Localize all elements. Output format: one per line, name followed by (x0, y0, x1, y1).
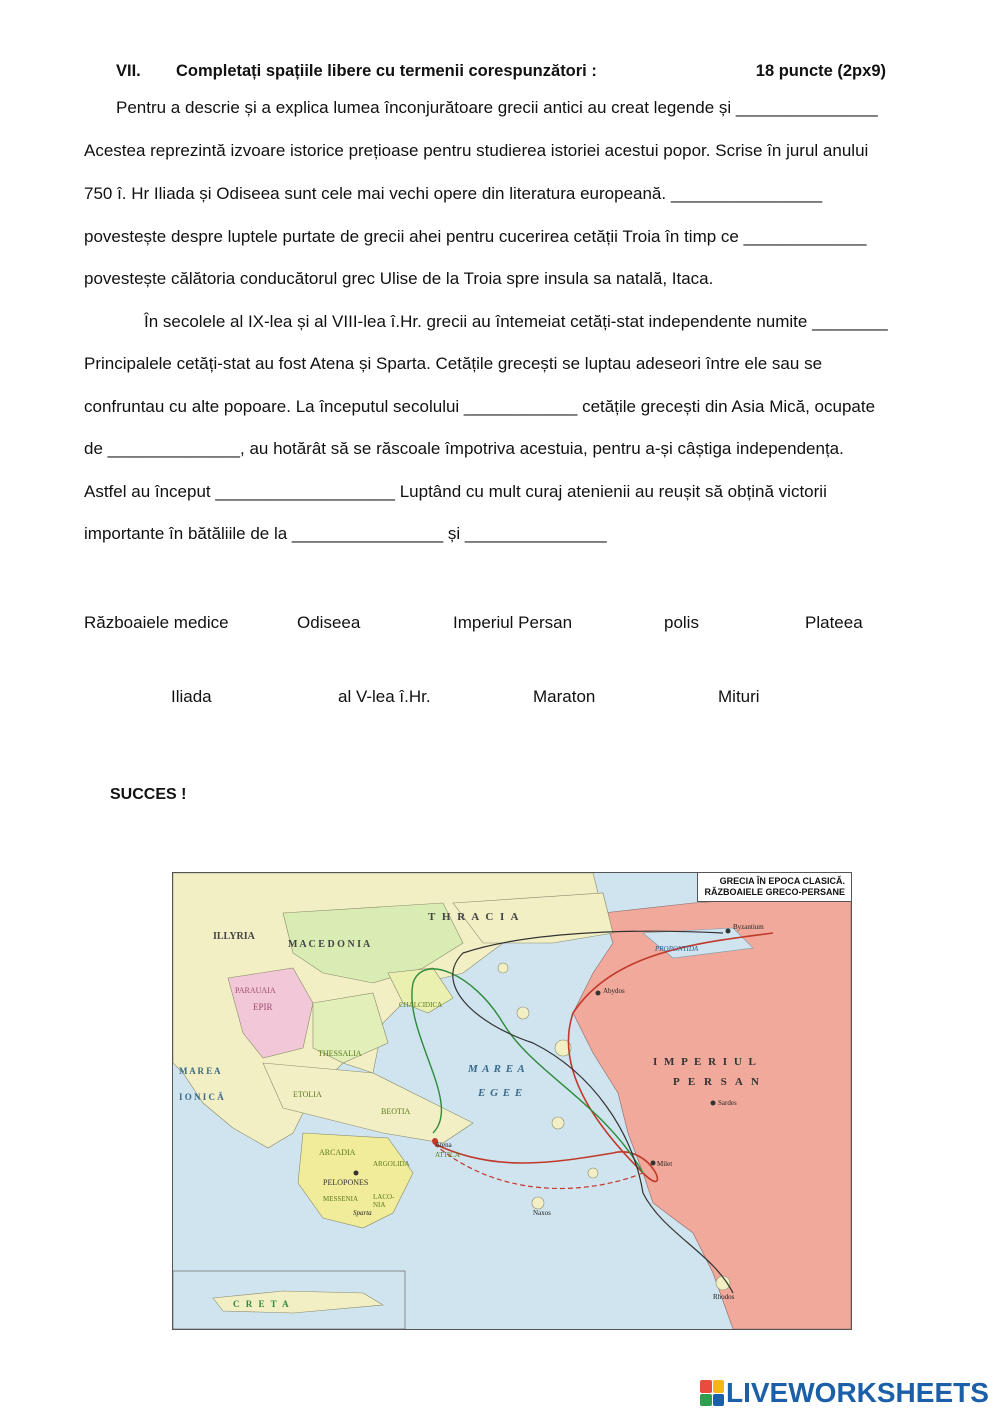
map-legend-line2: RĂZBOAIELE GRECO-PERSANE (704, 887, 845, 897)
closing-text: SUCCES ! (110, 786, 187, 803)
paragraph2-line2: Principalele cetăți-stat au fost Atena și Sparta. Cetățile grecești se luptau adeseori între ele sau se (84, 354, 823, 373)
map-label-illyria: ILLYRIA (213, 931, 255, 942)
map-label-macedonia: M A C E D O N I A (288, 939, 371, 950)
map-legend-line1: GRECIA ÎN EPOCA CLASICĂ. (719, 876, 845, 886)
map-label-argolida: ARGOLIDA (373, 1160, 410, 1168)
map-label-abydos: Abydos (603, 987, 625, 995)
paragraph1-line4: povestește despre luptele purtate de grecii ahei pentru cucerirea cetății Troia în timp ce _____________ (84, 227, 867, 246)
map-label-marea-egee: M A R E A (468, 1063, 526, 1075)
paragraph1-line2: Acestea reprezintă izvoare istorice prețioase pentru studierea istoriei acestui popor. Scrise în jurul anului (84, 141, 869, 160)
map-label-arcadia: ARCADIA (319, 1148, 356, 1157)
word-bank-item: Iliada (171, 687, 212, 706)
map-label-ionica: I O N I C Ă (179, 1092, 224, 1102)
historical-map (172, 872, 852, 1330)
map-graphic (173, 873, 851, 1329)
map-label-propontida: PROPONTIDA (655, 945, 699, 953)
exercise-number: VII. (116, 62, 141, 80)
map-label-persan: P E R S A N (673, 1076, 762, 1088)
paragraph2-line1: În secolele al IX-lea și al VIII-lea î.Hr. grecii au întemeiat cetăți-stat independente numite ________ (144, 312, 888, 331)
map-label-sardes: Sardes (718, 1099, 737, 1107)
map-label-chalcidica: CHALCIDICA (399, 1001, 443, 1009)
map-label-beotia: BEOTIA (381, 1107, 411, 1116)
route-red-dashed (433, 1143, 643, 1188)
map-label-attica: ATTICA (435, 1151, 460, 1159)
map-label-byzantium: Byzantium (733, 923, 764, 931)
exercise-points: 18 puncte (2px9) (755, 62, 886, 80)
word-bank-item: Maraton (533, 687, 596, 706)
word-bank-item: Mituri (718, 687, 760, 706)
map-label-epir: EPIR (253, 1002, 273, 1012)
map-label-thessalia: THESSALIA (318, 1049, 362, 1058)
map-label-laconia: LACO- NIA (373, 1193, 395, 1209)
word-bank-item: Războaiele medice (84, 613, 229, 632)
map-label-naxos: Naxos (533, 1209, 551, 1217)
map-label-athena: Atena (435, 1141, 452, 1149)
paragraph2-line5: Astfel au început ___________________ Luptând cu mult curaj atenienii au reușit să obțină victorii (84, 482, 827, 501)
paragraph1-line1: Pentru a descrie și a explica lumea înconjurătoare grecii antici au creat legende și _______________ (116, 98, 878, 117)
paragraph1-line5: povestește călătoria conducătorul grec Ulise de la Troia spre insula sa natală, Itaca. (84, 269, 714, 288)
map-label-egee: E G E E (478, 1087, 524, 1099)
paragraph1-line3: 750 î. Hr Iliada și Odiseea sunt cele mai vechi opere din literatura europeană. ________________ (84, 184, 823, 203)
brand-name: LIVEWORKSHEETS (726, 1377, 989, 1408)
liveworksheets-logo (700, 1378, 989, 1408)
exercise-title: Completați spațiile libere cu termenii corespunzători : (176, 62, 597, 80)
word-bank-item: Imperiul Persan (453, 613, 573, 632)
map-label-pelopones: PELOPONES (323, 1178, 369, 1187)
map-label-creta: C R E T A (233, 1299, 291, 1309)
map-label-imperiul: I M P E R I U L (653, 1056, 758, 1068)
map-label-thracia: T H R A C I A (428, 911, 521, 923)
paragraph2-line4: de ______________, au hotărât să se răscoale împotriva acestuia, pentru a-și câștiga independența. (84, 439, 844, 458)
map-label-sparta: Sparta (353, 1209, 372, 1217)
map-legend (697, 873, 851, 902)
map-label-milet: Milet (657, 1160, 673, 1168)
map-label-etolia: ETOLIA (293, 1090, 322, 1099)
map-persian-empire (573, 893, 851, 1329)
map-label-messenia: MESSENIA (323, 1195, 359, 1203)
paragraph2-line3: confruntau cu alte popoare. La începutul secolului ____________ cetățile grecești din Asia Mică, ocupate (84, 397, 876, 416)
word-bank-item: Plateea (805, 613, 863, 632)
paragraph2-line6: importante în bătăliile de la ________________ și _______________ (84, 524, 607, 543)
liveworksheets-logo-icon (700, 1380, 724, 1406)
word-bank-item: al V-lea î.Hr. (338, 687, 431, 706)
map-label-marea-ionica: M A R E A (179, 1066, 221, 1076)
word-bank-item: polis (664, 613, 699, 632)
word-bank-item: Odiseea (297, 613, 361, 632)
map-label-rhodos: Rhodos (713, 1293, 735, 1301)
map-label-paravaia: PARAUAIA (235, 986, 276, 995)
